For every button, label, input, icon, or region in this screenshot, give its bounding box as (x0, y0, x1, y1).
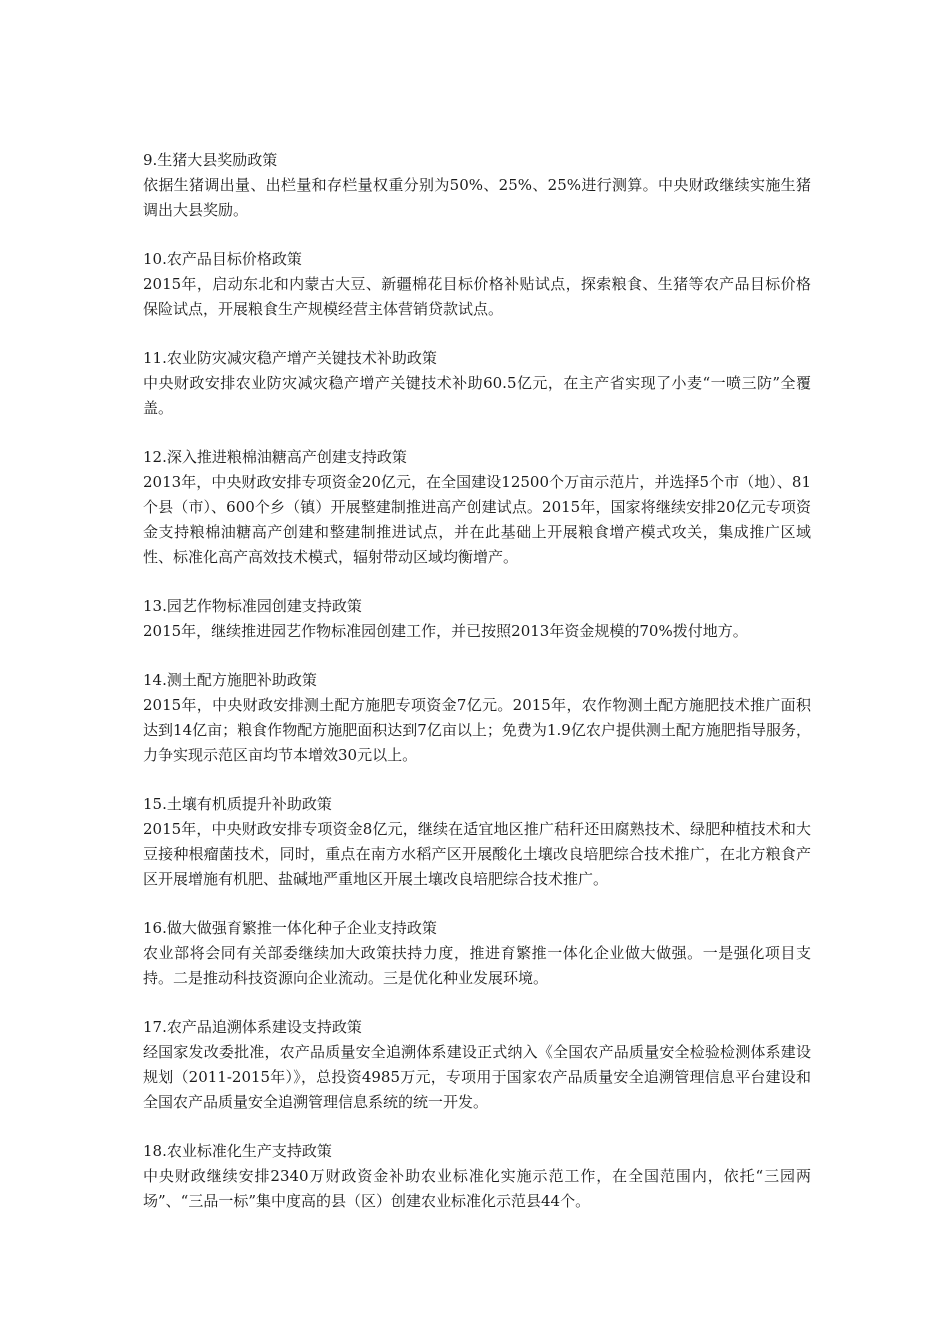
policy-section-11 (143, 346, 811, 421)
policy-section-12 (143, 445, 811, 570)
section-heading: 14.测土配方施肥补助政策 (143, 671, 317, 689)
document-page (143, 148, 811, 1238)
policy-section-10 (143, 247, 811, 322)
section-heading: 12.深入推进粮棉油糖高产创建支持政策 (143, 448, 407, 466)
policy-section-18 (143, 1139, 811, 1214)
policy-section-14 (143, 668, 811, 768)
section-body: 2015年，继续推进园艺作物标准园创建工作，并已按照2013年资金规模的70%拨付地方。 (143, 622, 748, 640)
section-heading: 11.农业防灾减灾稳产增产关键技术补助政策 (143, 349, 437, 367)
section-heading: 16.做大做强育繁推一体化种子企业支持政策 (143, 919, 437, 937)
section-heading: 10.农产品目标价格政策 (143, 250, 302, 268)
policy-section-16 (143, 916, 811, 991)
section-body: 2015年，启动东北和内蒙古大豆、新疆棉花目标价格补贴试点，探索粮食、生猪等农产品目标价格保险试点，开展粮食生产规模经营主体营销贷款试点。 (143, 275, 811, 318)
section-body: 农业部将会同有关部委继续加大政策扶持力度，推进育繁推一体化企业做大做强。一是强化项目支持。二是推动科技资源向企业流动。三是优化种业发展环境。 (143, 944, 811, 987)
section-body: 2015年，中央财政安排专项资金8亿元，继续在适宜地区推广秸秆还田腐熟技术、绿肥种植技术和大豆接种根瘤菌技术，同时，重点在南方水稻产区开展酸化土壤改良培肥综合技术推广，在北方粮食产区开展增施有机肥、盐碱地严重地区开展土壤改良培肥综合技术推广。 (143, 820, 811, 888)
section-body: 中央财政继续安排2340万财政资金补助农业标准化实施示范工作，在全国范围内，依托“三园两场”、“三品一标”集中度高的县（区）创建农业标准化示范县44个。 (143, 1167, 811, 1210)
section-body: 2015年，中央财政安排测土配方施肥专项资金7亿元。2015年，农作物测土配方施肥技术推广面积达到14亿亩；粮食作物配方施肥面积达到7亿亩以上；免费为1.9亿农户提供测土配方施肥指导服务，力争实现示范区亩均节本增效30元以上。 (143, 696, 811, 764)
section-heading: 17.农产品追溯体系建设支持政策 (143, 1018, 362, 1036)
policy-section-13 (143, 594, 811, 644)
policy-section-15 (143, 792, 811, 892)
policy-section-17 (143, 1015, 811, 1115)
section-body: 中央财政安排农业防灾减灾稳产增产关键技术补助60.5亿元，在主产省实现了小麦“一喷三防”全覆盖。 (143, 374, 811, 417)
section-body: 依据生猪调出量、出栏量和存栏量权重分别为50%、25%、25%进行测算。中央财政继续实施生猪调出大县奖励。 (143, 176, 811, 219)
section-heading: 13.园艺作物标准园创建支持政策 (143, 597, 362, 615)
section-body: 2013年，中央财政安排专项资金20亿元，在全国建设12500个万亩示范片，并选择5个市（地）、81个县（市）、600个乡（镇）开展整建制推进高产创建试点。2015年，国家将继续安排20亿元专项资金支持粮棉油糖高产创建和整建制推进试点，并在此基础上开展粮食增产模式攻关，集成推广区域性、标准化高产高效技术模式，辐射带动区域均衡增产。 (143, 473, 811, 566)
section-heading: 15.土壤有机质提升补助政策 (143, 795, 332, 813)
section-heading: 9.生猪大县奖励政策 (143, 151, 278, 169)
policy-section-9 (143, 148, 811, 223)
section-heading: 18.农业标准化生产支持政策 (143, 1142, 332, 1160)
section-body: 经国家发改委批准，农产品质量安全追溯体系建设正式纳入《全国农产品质量安全检验检测体系建设规划（2011-2015年）》，总投资4985万元，专项用于国家农产品质量安全追溯管理信息平台建设和全国农产品质量安全追溯管理信息系统的统一开发。 (143, 1043, 811, 1111)
